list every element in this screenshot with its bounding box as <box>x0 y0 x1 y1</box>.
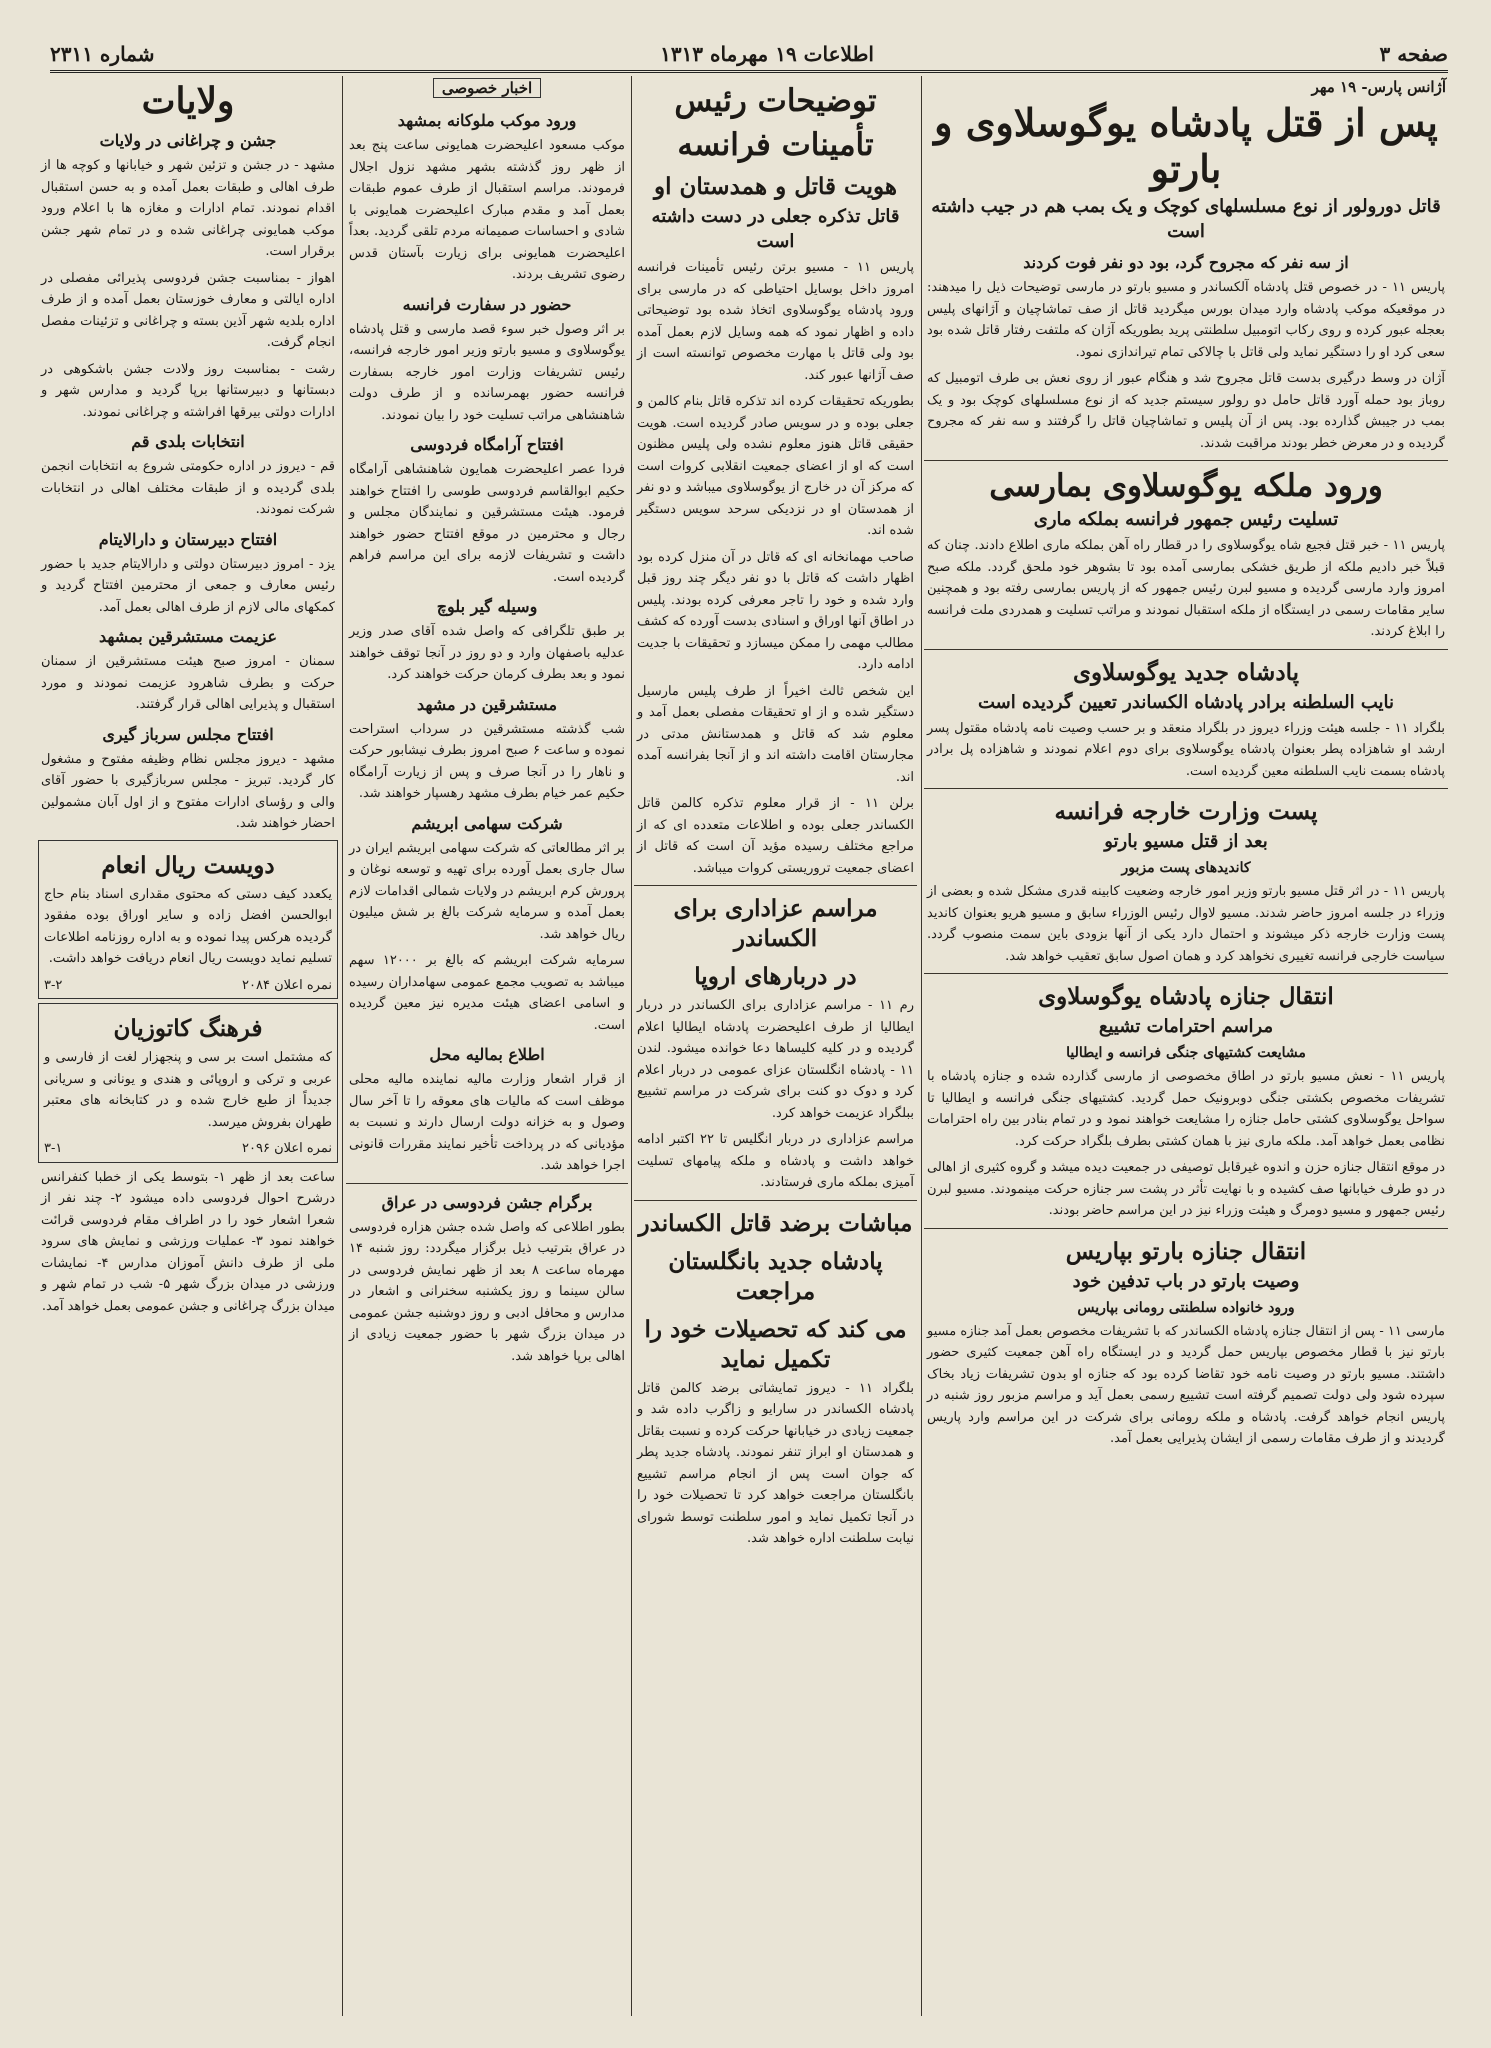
subhead-ministry-2: کاندیدهای پست مزبور <box>1121 860 1251 876</box>
ad-text: یکعدد کیف دستی که محتوی مقداری اسناد بنام حاج ابوالحسن افضل زاده و سایر اوراق بوده مفقود گردیده هرکس پیدا نموده و به اداره روزنامه اطلاعات تسلیم نماید دویست ریال انعام دریافت خواهد داشت. <box>44 886 332 966</box>
article-paragraph: بر طبق تلگرافی که واصل شده آقای صدر وزیر عدلیه باصفهان وارد و دو روز در آنجا توقف خواهند نمود و بعد بطرف کرمان حرکت خواهند کرد. <box>349 624 625 682</box>
dateline: آژانس پارس- ۱۹ مهر <box>1311 78 1446 96</box>
page-number: صفحه ۳ <box>1379 42 1448 66</box>
subhead-funeral-2: مشایعت کشتیهای جنگی فرانسه و ایطالیا <box>1066 1045 1306 1061</box>
subhead-demonstrations-2: می کند که تحصیلات خود را تکمیل نماید <box>644 1315 907 1373</box>
headline-celebrations: جشن و چراغانی در ولایات <box>99 131 277 150</box>
headline-mourning: مراسم عزاداری برای الکساندر <box>673 895 878 952</box>
headline-conscription: افتتاح مجلس سرباز گیری <box>102 724 274 744</box>
headline-silk: شرکت سهامی ابریشم <box>411 813 563 833</box>
article-paragraph: از قرار اشعار وزارت مالیه نماینده مالیه محلی موظف است که مالیات های معوقه را تا آخر سال وصول و به خزانه دولت ارسال دارند و نسبت به مؤدیانی که در پرداخت تأخیر نمایند مقررات قانونی اجرا خواهد شد. <box>349 1072 625 1173</box>
article-paragraph: یزد - امروز دبیرستان دولتی و دارالایتام جدید با حضور رئیس معارف و جمعی از محترمین افتتاح گردید و کمکهای مالی لازم از طرف اهالی بعمل آمد. <box>41 556 335 615</box>
article-paragraph: بطور اطلاعی که واصل شده جشن هزاره فردوسی در عراق بترتیب ذیل برگزار میگردد: روز شنبه ۱۴ مهرماه ساعت ۸ بعد از ظهر نمایش فردوسی در سالن سینما و روز یکشنبه سخنرانی و اشعار در مدارس و محافل ادبی و روز دوشنبه جشن عمومی در میدان بزرگ شهر با حضور جمعیت زیادی از اهالی برپا خواهد شد. <box>349 1219 625 1364</box>
article-paragraph: شب گذشته مستشرقین در سرداب استراحت نموده و ساعت ۶ صبح امروز بطرف نیشابور حرکت و ناهار را در آنجا صرف و پس از زیارت آرامگاه حکیم عمر خیام بطرف مشهد رهسپار خواهند شد. <box>349 721 626 801</box>
article-paragraph: پاریس ۱۱ - مسیو برتن رئیس تأمینات فرانسه امروز داخل بوسایل احتیاطی که در مارسی برای ورود پادشاه یوگوسلاوی اتخاذ شده بود توضیحاتی داده و اظهار نمود که همه وسایل لازم بعمل آمده بود ولی قاتل با مهارت مخصوص توانسته است از صف آژانها عبور کند. <box>637 260 915 383</box>
article-paragraph: پاریس ۱۱ - خبر قتل فجیع شاه یوگوسلاوی را در قطار راه آهن بملکه ماری اطلاع دادند. چنان که قبلاً خبر دادیم ملکه از طریق خشکی بمارسی آمده بود تا بشوهر خود ملحق گردد. ملکه صبح امروز وارد مارسی گردیده و مسیو لبرن رئیس جمهور که از پاریس بمارسی رفته بود و همچنین سایر مقامات رسمی در ایستگاه از ملکه استقبال نمودند و مراتب تسلیت و همدردی ملت فرانسه را ابلاغ کردند. <box>927 538 1445 639</box>
article-paragraph: در موقع انتقال جنازه حزن و اندوه غیرقابل توصیفی در جمعیت دیده میشد و گروه کثیری از اهالی در دو طرف خیابانها صف کشیده و با نهایت تأثر در پشت سر جنازه حرکت مینمودند. مسیو لبرن رئیس جمهور و مسیو دومرگ و هیئت وزراء نیز در این مراسم حاضر بودند. <box>927 1160 1445 1218</box>
article-paragraph: مشهد - دیروز مجلس نظام وظیفه مفتوح و مشغول کار گردید. تبریز - مجلس سربازگیری با حضور آقای والی و رؤسای ادارات مفتوح و از اول آبان مشمولین احضار خواهند شد. <box>41 751 335 831</box>
ad-title-dictionary: فرهنگ کاتوزیان <box>113 1015 263 1042</box>
subhead-ministry: بعد از قتل مسیو بارتو <box>1104 831 1268 852</box>
article-paragraph: برلن ۱۱ - از قرار معلوم تذکره کالمن قاتل الکساندر جعلی بوده و اطلاعات متعدده ای که از مراجع مختلف رسیده مؤید آن است که قاتل از اعضای جمعیت تروریستی کروات میباشد. <box>637 796 914 876</box>
classified-ad-reward <box>38 840 338 1000</box>
article-paragraph: سرمایه شرکت ابریشم که بالغ بر ۱۲۰۰۰ سهم میباشد به تصویب مجمع عمومی سهامداران رسیده و اسامی اعضای هیئت مدیره نیز معین گردیده است. <box>349 953 625 1033</box>
subhead-mourning: در دربارهای اروپا <box>694 963 857 990</box>
article-paragraph: بطوریکه تحقیقات کرده اند تذکره قاتل بنام کالمن و جعلی بوده و در سویس صادر گردیده است. هویت حقیقی قاتل هنوز معلوم نشده ولی پلیس مظنون است که او از اعضای جمعیت انقلابی کروات است که مرکز آن در خارج از یوگوسلاوی میباشد و دو نفر از همدستان او در نزدیکی سرحد سویس دستگیر شده اند. <box>637 394 914 538</box>
subhead-passport: قاتل تذکره جعلی در دست داشته است <box>651 206 900 252</box>
subhead-funeral: مراسم احترامات تشییع <box>1098 1016 1274 1037</box>
article-paragraph: موکب مسعود اعلیحضرت همایونی ساعت پنج بعد از ظهر روز گذشته بشهر مشهد نزول اجلال فرمودند. مراسم استقبال از طرف عموم طبقات بعمل آمد و مقدم مبارک اعلیحضرت همایونی با شادی و احساسات صمیمانه مردم تلقی گردید. بعداً اعلیحضرت همایونی برای زیارت بآستان قدس رضوی تشریف بردند. <box>349 138 625 282</box>
column-4 <box>38 76 338 2016</box>
article-paragraph: پاریس ۱۱ - در خصوص قتل پادشاه آلکساندر و مسیو بارتو در مارسی توضیحات ذیل را میدهند: در موقعیکه موکب پادشاه وارد میدان بورس میگردید قاتل از صف تماشاچیان و آژانهای پلیس بعجله عبور کرده و روی رکاب اتومبیل سلطنتی پرید بطوریکه آژان که ملتفت رفتار قاتل شده بود سعی کرد او را دستگیر نماید ولی قاتل با چالاکی تمام تیراندازی نمود. <box>927 280 1445 360</box>
article-paragraph: بلگراد ۱۱ - دیروز تمایشاتی برضد کالمن قاتل پادشاه الکساندر در سارایو و زاگرب داده شد و جمعیت زیادی در خیابانها حرکت کرده و نسبت بقاتل و همدستان او ابراز تنفر نمودند. پادشاه جدید پطر که جوان است پس از انجام مراسم تشییع بانگلستان مراجعت خواهد کرد تا تحصیلات خود را در آنجا تکمیل نماید و امور سلطنت توسط شورای نیابت سلطنت اداره خواهد شد. <box>637 1380 914 1546</box>
headline-queen: ورود ملکه یوگوسلاوی بمارسی <box>989 468 1383 504</box>
headline-police-chief: توضیحات رئیس <box>674 83 877 119</box>
headline-finance: اطلاع بمالیه محل <box>429 1045 545 1064</box>
column-2 <box>634 76 917 2016</box>
ad-title-reward: دویست ریال انعام <box>101 851 275 879</box>
article-paragraph: رم ۱۱ - مراسم عزاداری برای الکساندر در دربار ایطالیا از طرف اعلیحضرت پادشاه ایطالیا اعلام گردیده و در کلیه کلیساها دعا خوانده میشود. لندن ۱۱ - پادشاه انگلستان عزای عمومی در دربار اعلام کرد و دوک دو کنت برای شرکت در مراسم تشییع ببلگراد عزیمت خواهد کرد. <box>637 998 914 1121</box>
headline-police-chief-2: تأمینات فرانسه <box>677 127 874 163</box>
article-paragraph: پاریس ۱۱ - در اثر قتل مسیو بارتو وزیر امور خارجه وضعیت کابینه قدری مشکل شده و بعضی از وزراء در جلسه امروز حاضر شدند. مسیو لاوال رئیس الوزراء سابق و مسیو هریو بعنوان کاندید پست وزارت خارجه ذکر میشوند و احتمال دارد یکی از آنها بزودی باین سمت منصوب گردد. سیاست خارجی فرانسه تغییری نخواهد کرد و همان اصول سابق تعقیب خواهد شد. <box>927 884 1445 964</box>
article-paragraph: بلگراد ۱۱ - جلسه هیئت وزراء دیروز در بلگراد منعقد و بر حسب وصیت نامه پادشاه مقتول پسر ارشد او شاهزاده پطر بعنوان پادشاه یوگوسلاوی برای دوم اعلام نمودند و شاهزاده پل برادر پادشاه بسمت نایب السلطنه معین گردیده است. <box>927 720 1446 779</box>
article-paragraph: مشهد - در جشن و تزئین شهر و خیابانها و کوچه ها از طرف اهالی و طبقات بعمل آمده و به حسن استقبال اقدام نمودند. تمام ادارات و مغازه ها با اعلام ورود موکب همایونی چراغانی شده و در تمام شهر جشن برقرار است. <box>41 158 335 259</box>
ad-count: ۳-۱ <box>44 1141 63 1156</box>
headline-mashhad: ورود موکب ملوکانه بمشهد <box>397 111 577 130</box>
main-subhead-2: از سه نفر که مجروح گرد، بود دو نفر فوت کردند <box>1023 253 1349 272</box>
main-headline: پس از قتل پادشاه یوگوسلاوی و بارتو <box>934 100 1438 191</box>
subhead-new-king: نایب السلطنه برادر پادشاه الکساندر تعیین گردیده است <box>977 691 1395 713</box>
headline-orientalists-departure: عزیمت مستشرقین بمشهد <box>98 627 278 646</box>
headline-ferdowsi-tomb: افتتاح آرامگاه فردوسی <box>410 435 564 454</box>
article-paragraph: صاحب مهمانخانه ای که قاتل در آن منزل کرده بود اظهار داشت که قاتل با دو نفر دیگر چند روز قبل وارد شده و خود را تاجر معرفی کرده بودند. پلیس در اطاق آنها اوراق و اسنادی بدست آورده که کشف مطالب مهمی را ممکن میسازد و تحقیقات با جدیت ادامه دارد. <box>637 549 914 672</box>
article-paragraph: مراسم عزاداری در دربار انگلیس تا ۲۲ اکتبر ادامه خواهد داشت و پادشاه و ملکه پیامهای تسلیت آمیزی بملکه ماری فرستادند. <box>637 1132 914 1190</box>
subhead-barthou: وصیت بارتو در باب تدفین خود <box>1072 1270 1300 1292</box>
column-1 <box>924 76 1448 2016</box>
article-paragraph: فردا عصر اعلیحضرت همایون شاهنشاهی آرامگاه حکیم ابوالقاسم فردوسی طوسی را افتتاح خواهند فرمود. هیئت مستشرقین و نمایندگان مجلس و رجال و محترمین در موقع افتتاح حضور خواهند داشت و تشریفات لازمه برای این مراسم فراهم گردیده است. <box>349 462 625 585</box>
headline-new-king: پادشاه جدید یوگوسلاوی <box>1073 658 1299 686</box>
columns <box>38 76 1448 2016</box>
ad-text: که مشتمل است بر سی و پنجهزار لغت از فارسی و عربی و ترکی و اروپائی و هندی و یونانی و سریانی جدیداً از طبع خارج شده و در کتابخانه های معتبر طهران بفروش میرسد. <box>44 1050 332 1130</box>
article-paragraph: این شخص ثالث اخیراً از طرف پلیس مارسیل دستگیر شده و از او تحقیقات مفصلی بعمل آمد و معلوم شد که قاتل و همدستانش مدتی در مجارستان اقامت داشته اند و از آنجا بفرانسه آمده اند. <box>637 683 914 785</box>
ad-number: نمره اعلان ۲۰۹۶ <box>242 1141 332 1156</box>
article-paragraph: اهواز - بمناسبت جشن فردوسی پذیرائی مفصلی در اداره ایالتی و معارف خوزستان بعمل آمده و از طرف اداره بلدیه شهر آذین بسته و چراغانی و تزئینات مفصل انجام گرفت. <box>41 270 335 350</box>
article-paragraph: قم - دیروز در اداره حکومتی شروع به انتخابات انجمن بلدی گردیده و از طبقات مختلف اهالی در انتخابات شرکت نمودند. <box>41 459 335 517</box>
column-3 <box>346 76 628 2016</box>
headline-qom-election: انتخابات بلدی قم <box>131 432 245 451</box>
subhead-demonstrations: پادشاه جدید بانگلستان مراجعت <box>668 1247 883 1305</box>
headline-barthou: انتقال جنازه بارتو بپاریس <box>1065 1237 1307 1265</box>
article-paragraph: آژان در وسط درگیری بدست قاتل مجروح شد و هنگام عبور از روی نعش بی طرف اتومبیل که روباز بود حمله آورد قاتل حامل دو رولور سیستم جدید که از نوع مسلسلهای کوچک بود و یک بمب در جیبش گذارده بود. پس از آن پلیس و تماشاچیان قاتل را گرفتند و سه نفر که مجروح گردیده و در معرض خطر بودند مراقبت شدند. <box>927 371 1446 451</box>
classified-ad-dictionary <box>38 1003 338 1163</box>
headline-orientalists: مستشرقین در مشهد <box>416 694 558 714</box>
section-tag: اخبار خصوصی <box>433 78 541 98</box>
headline-iraq-program: برگرام جشن فردوسی در عراق <box>381 1192 593 1212</box>
main-subhead: قاتل دورولور از نوع مسلسلهای کوچک و یک بمب هم در جیب داشته است <box>931 196 1441 242</box>
headline-embassy: حضور در سفارت فرانسه <box>402 294 572 314</box>
article-paragraph: بر اثر مطالعاتی که شرکت سهامی ابریشم ایران در سال جاری بعمل آورده برای تهیه و توسعه نوغان و پرورش کرم ابریشم در ولایات شمالی اقدامات لازم بعمل آمده و سرمایه شرکت بالغ بر شش میلیون ریال خواهد شد. <box>349 840 625 942</box>
issue-number: شماره ۲۳۱۱ <box>50 42 155 66</box>
article-paragraph: ساعت بعد از ظهر ۱- بتوسط یکی از خطبا کنفرانس درشرح احوال فردوسی داده میشود ۲- چند نفر از شعرا اشعار خود را در اطراف مقام فردوسی قرائت خواهند نمود ۳- عملیات ورزشی و نمایش های سرود ملی از طرف دانش آموزان مدارس ۴- نمایشات ورزشی در میدان بزرگ شهر ۵- شب در تمام شهر و میدان بزرگ چراغانی و جشن عمومی بعمل خواهد آمد. <box>41 1169 336 1314</box>
section-title-provinces: ولایات <box>141 80 235 122</box>
ad-number: نمره اعلان ۲۰۸۴ <box>242 977 332 993</box>
headline-funeral: انتقال جنازه پادشاه یوگوسلاوی <box>1038 983 1334 1010</box>
subhead-queen: تسلیت رئیس جمهور فرانسه بملکه ماری <box>1033 509 1339 530</box>
article-paragraph: بر اثر وصول خبر سوء قصد مارسی و قتل پادشاه یوگوسلاوی و مسیو بارتو وزیر امور خارجه فرانسه، رئیس تشریفات وزارت امور خارجه بسفارت فرانسه حضور بهمرسانده و از طرف دولت شاهنشاهی مراتب تسلیت خود را بیان نمودند. <box>349 321 625 423</box>
article-paragraph: سمنان - امروز صبح هیئت مستشرقین از سمنان حرکت و بطرف شاهرود عزیمت نمودند و مورد استقبال و پذیرایی اهالی قرار گرفتند. <box>41 654 335 712</box>
article-paragraph: مارسی ۱۱ - پس از انتقال جنازه پادشاه الکساندر که با تشریفات مخصوص بعمل آمد جنازه مسیو بارتو نیز با قطار مخصوص بپاریس حمل گردید و در ایستگاه راه آهن جمعیت کثیری حضور داشتند. مسیو بارتو در وصیت نامه خود تقاضا کرده بود که جنازه او بدون تشریفات زیاد بخاک سپرده شود ولی دولت تصمیم گرفته است تشییع رسمی بعمل آید و مراسم مزبور روز شنبه در پاریس انجام خواهد گرفت. پادشاه و ملکه رومانی برای شرکت در این مراسم وارد پاریس گردیدند و از طرف مقامات رسمی از ایشان پذیرایی بعمل آمد. <box>927 1323 1446 1446</box>
issue-date: اطلاعات ۱۹ مهرماه ۱۳۱۳ <box>660 42 874 66</box>
article-paragraph: پاریس ۱۱ - نعش مسیو بارتو در اطاق مخصوصی از مارسی گذارده شده و جنازه پادشاه با تشریفات مخصوص بکشتی جنگی دوبرونیک حمل گردید. کشتیهای جنگی فرانسه و ایطالیا تا سواحل یوگوسلاوی کشتی حامل جنازه را مشایعت خواهند نمود و در تمام بنادر بین راه احترامات نظامی بعمل خواهد آمد. ملکه ماری نیز با همان کشتی بطرف بلگراد حرکت کرد. <box>927 1069 1445 1149</box>
headline-demonstrations: مباشات برضد قاتل الکساندر <box>638 1209 913 1237</box>
headline-ministry: پست وزارت خارجه فرانسه <box>1054 798 1318 825</box>
subhead-identity: هویت قاتل و همدستان او <box>653 173 898 200</box>
headline-school-opening: افتتاح دبیرستان و دارالایتام <box>98 529 278 549</box>
masthead <box>50 38 1448 73</box>
ad-count: ۳-۲ <box>44 977 63 993</box>
article-paragraph: رشت - بمناسبت روز ولادت جشن باشکوهی در دبستانها و دبیرستانها برپا گردید و مدارس شهر و ادارات دولتی بیرقها افراشته و چراغانی نمودند. <box>41 361 335 420</box>
headline-baluch: وسیله گیر بلوچ <box>436 597 538 616</box>
subhead-barthou-2: ورود خانواده سلطنتی رومانی بپاریس <box>1077 1299 1295 1316</box>
